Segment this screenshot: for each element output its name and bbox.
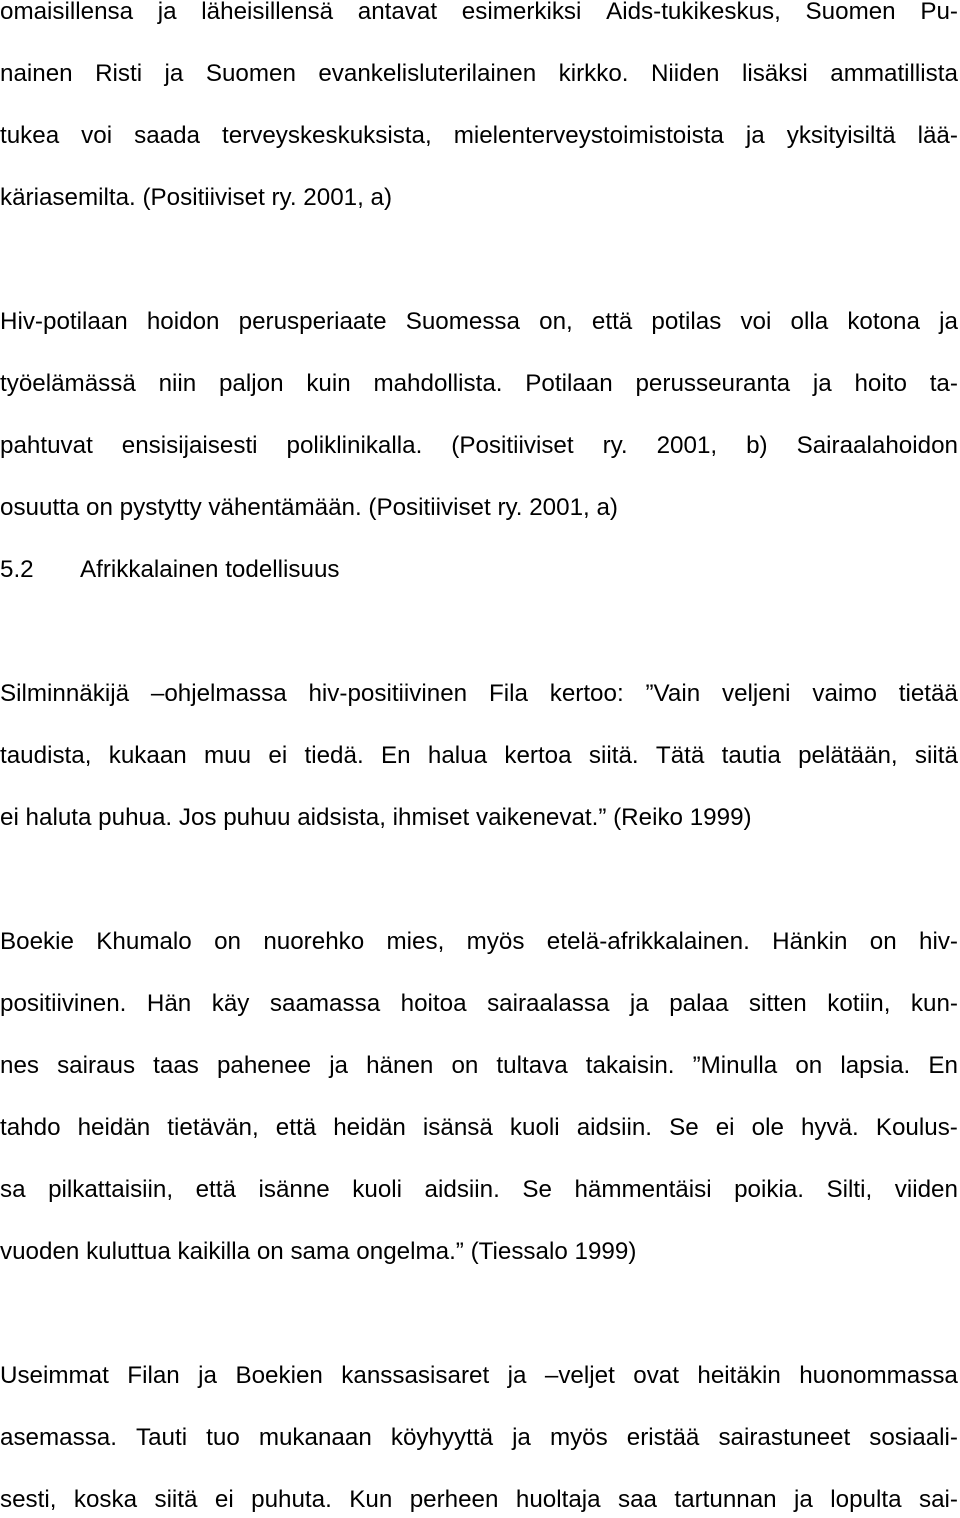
word: kuin [306,370,351,397]
word: Se [522,1176,552,1203]
word: ei [715,1114,735,1141]
word: taudista, [0,742,92,769]
word: köyhyyttä [390,1424,494,1451]
word: lisäksi [741,60,808,87]
word: hiv- [919,928,958,955]
word: käy [211,990,250,1017]
word: perheen [409,1486,499,1513]
word: Niiden [650,60,720,87]
word: takaisin. [585,1052,675,1079]
word: Suomen [805,0,896,25]
word: Filan [127,1362,180,1389]
text-line [0,927,958,957]
word: voi [81,122,113,149]
word: sa [0,1176,26,1203]
text-line [0,1423,958,1453]
word: veljeni [721,680,791,707]
word: evankelisluterilainen [318,60,537,87]
word: ovat [633,1362,679,1389]
word: pelätään, [798,742,898,769]
word: paljon [218,370,284,397]
word: (Positiiviset [451,432,574,459]
word: Boekie [0,928,74,955]
word: ja [745,122,765,149]
word: Pu- [920,0,958,25]
word: isänne [258,1176,330,1203]
word: esimerkiksi [461,0,582,25]
word: koska [73,1486,138,1513]
word: kotona [847,308,920,335]
word: kukaan [108,742,187,769]
word: tahdo [0,1114,61,1141]
word: Silti, [826,1176,873,1203]
word: perusseuranta [635,370,791,397]
word: nuorehko [263,928,365,955]
word: omaisillensa [0,0,134,25]
word: tultava [496,1052,568,1079]
word: sai- [918,1486,958,1513]
word: hiv-positiivinen [308,680,468,707]
text-line: ei haluta puhua. Jos puhuu aidsista, ihmiset vaikenevat.” (Reiko 1999) [0,804,752,831]
text-line [0,307,958,337]
text-line [0,1485,958,1515]
word: Hän [146,990,192,1017]
word: mahdollista. [373,370,503,397]
word: Khumalo [96,928,192,955]
word: voi [740,308,772,335]
text-line [0,989,958,1019]
word: –veljet [544,1362,615,1389]
word: että [275,1114,317,1141]
word: tiedä. [304,742,364,769]
word: eristää [626,1424,700,1451]
word: saamassa [269,990,381,1017]
text-line: käriasemilta. (Positiiviset ry. 2001, a) [0,184,393,211]
word: poliklinikalla. [286,432,423,459]
word: ensisijaisesti [121,432,258,459]
word: saada [134,122,200,149]
word: myös [466,928,525,955]
word: ja [794,1486,813,1513]
word: ”Minulla [692,1052,778,1079]
word: on [869,928,897,955]
word: sairastuneet [718,1424,851,1451]
word: palaa [669,990,729,1017]
word: ja [629,990,649,1017]
word: ja [198,1362,217,1389]
word: ja [939,308,958,335]
word: nainen [0,60,73,87]
word: että [195,1176,236,1203]
word: Hänkin [772,928,848,955]
word: hoidon [146,308,220,335]
word: ei [268,742,288,769]
word: Aids-tukikeskus, [606,0,781,25]
word: tukea [0,122,60,149]
word: kun- [910,990,958,1017]
word: on [214,928,241,955]
word: hoito [854,370,907,397]
text-line: osuutta on pystytty vähentämään. (Positiiviset ry. 2001, a) [0,494,618,521]
text-line [0,679,958,709]
word: heidän [333,1114,406,1141]
word: sosiaali- [869,1424,958,1451]
word: olla [790,308,829,335]
word: kirkko. [558,60,629,87]
word: läheisillensä [201,0,334,25]
word: heitäkin [697,1362,781,1389]
section-title: Afrikkalainen todellisuus [80,556,340,583]
word: mies, [386,928,445,955]
word: kertoa [504,742,572,769]
word: aidsiin. [576,1114,653,1141]
word: lopulta [830,1486,902,1513]
word: Kun [349,1486,393,1513]
word: vaimo [812,680,877,707]
word: 2001, [656,432,718,459]
word: tautia [721,742,781,769]
word: perusperiaate [238,308,387,335]
word: muu [204,742,252,769]
word: Fila [488,680,528,707]
word: Suomessa [405,308,520,335]
word: huonommassa [799,1362,958,1389]
word: Boekien [235,1362,323,1389]
section-heading [0,555,339,585]
word: b) [746,432,768,459]
word: saa [618,1486,658,1513]
section-number: 5.2 [0,556,34,583]
word: on, [539,308,573,335]
word: –ohjelmassa [150,680,287,707]
word: antavat [357,0,438,25]
word: Potilaan [525,370,613,397]
word: pilkattaisiin, [48,1176,174,1203]
word: pahtuvat [0,432,93,459]
text-line [0,741,958,771]
word: halua [427,742,488,769]
word: hämmentäisi [574,1176,712,1203]
word: siitä. [588,742,639,769]
word: ja [812,370,832,397]
word: viiden [894,1176,958,1203]
word: huoltaja [515,1486,601,1513]
text-line [0,0,958,27]
word: mukanaan [258,1424,372,1451]
word: tietää [898,680,958,707]
word: tartunnan [674,1486,777,1513]
text-line [0,121,958,151]
word: etelä-afrikkalainen. [546,928,750,955]
word: kanssasisaret [341,1362,490,1389]
word: terveyskeskuksista, [222,122,432,149]
text-line [0,1113,958,1143]
word: Tätä [655,742,705,769]
word: Hiv-potilaan [0,308,128,335]
word: Useimmat [0,1362,109,1389]
word: sitten [748,990,807,1017]
word: ja [157,0,177,25]
word: mielenterveystoimistoista [453,122,724,149]
word: isänsä [422,1114,493,1141]
word: pahenee [216,1052,312,1079]
word: kuoli [352,1176,403,1203]
word: positiivinen. [0,990,127,1017]
text-line [0,431,958,461]
word: tuo [206,1424,240,1451]
word: Suomen [205,60,296,87]
word: siitä [914,742,958,769]
text-line [0,1051,958,1081]
word: ja [507,1362,527,1389]
word: kertoo: [549,680,624,707]
word: kotiin, [827,990,891,1017]
text-line [0,1175,958,1205]
word: lää- [917,122,958,149]
word: hyvä. [800,1114,859,1141]
word: ei [214,1486,234,1513]
word: sairaus [57,1052,136,1079]
word: niin [158,370,197,397]
word: Sairaalahoidon [796,432,958,459]
word: että [591,308,633,335]
word: nes [0,1052,39,1079]
word: Risti [95,60,143,87]
text-line [0,369,958,399]
word: taas [153,1052,199,1079]
word: heidän [77,1114,151,1141]
text-line [0,59,958,89]
word: sairaalassa [487,990,610,1017]
word: yksityisiltä [786,122,896,149]
word: on [795,1052,823,1079]
word: Se [669,1114,699,1141]
word: ja [512,1424,531,1451]
word: sesti, [0,1486,57,1513]
word: potilas [651,308,722,335]
word: on [451,1052,479,1079]
word: ta- [929,370,958,397]
word: En [928,1052,958,1079]
word: kuoli [509,1114,560,1141]
word: Tauti [136,1424,188,1451]
word: lapsia. [840,1052,911,1079]
word: poikia. [734,1176,805,1203]
word: ole [751,1114,784,1141]
word: Silminnäkijä [0,680,130,707]
word: ry. [602,432,628,459]
word: ammatillista [830,60,958,87]
word: ”Vain [645,680,701,707]
word: Koulus- [875,1114,958,1141]
word: työelämässä [0,370,136,397]
word: puhuta. [251,1486,332,1513]
word: tietävän, [167,1114,259,1141]
word: siitä [154,1486,198,1513]
word: aidsiin. [424,1176,500,1203]
word: ja [329,1052,349,1079]
word: asemassa. [0,1424,117,1451]
word: En [380,742,411,769]
word: ja [164,60,184,87]
text-line: vuoden kuluttua kaikilla on sama ongelma.” (Tiessalo 1999) [0,1238,637,1265]
word: hoitoa [400,990,467,1017]
text-line [0,1361,958,1391]
word: hänen [366,1052,434,1079]
word: myös [549,1424,608,1451]
